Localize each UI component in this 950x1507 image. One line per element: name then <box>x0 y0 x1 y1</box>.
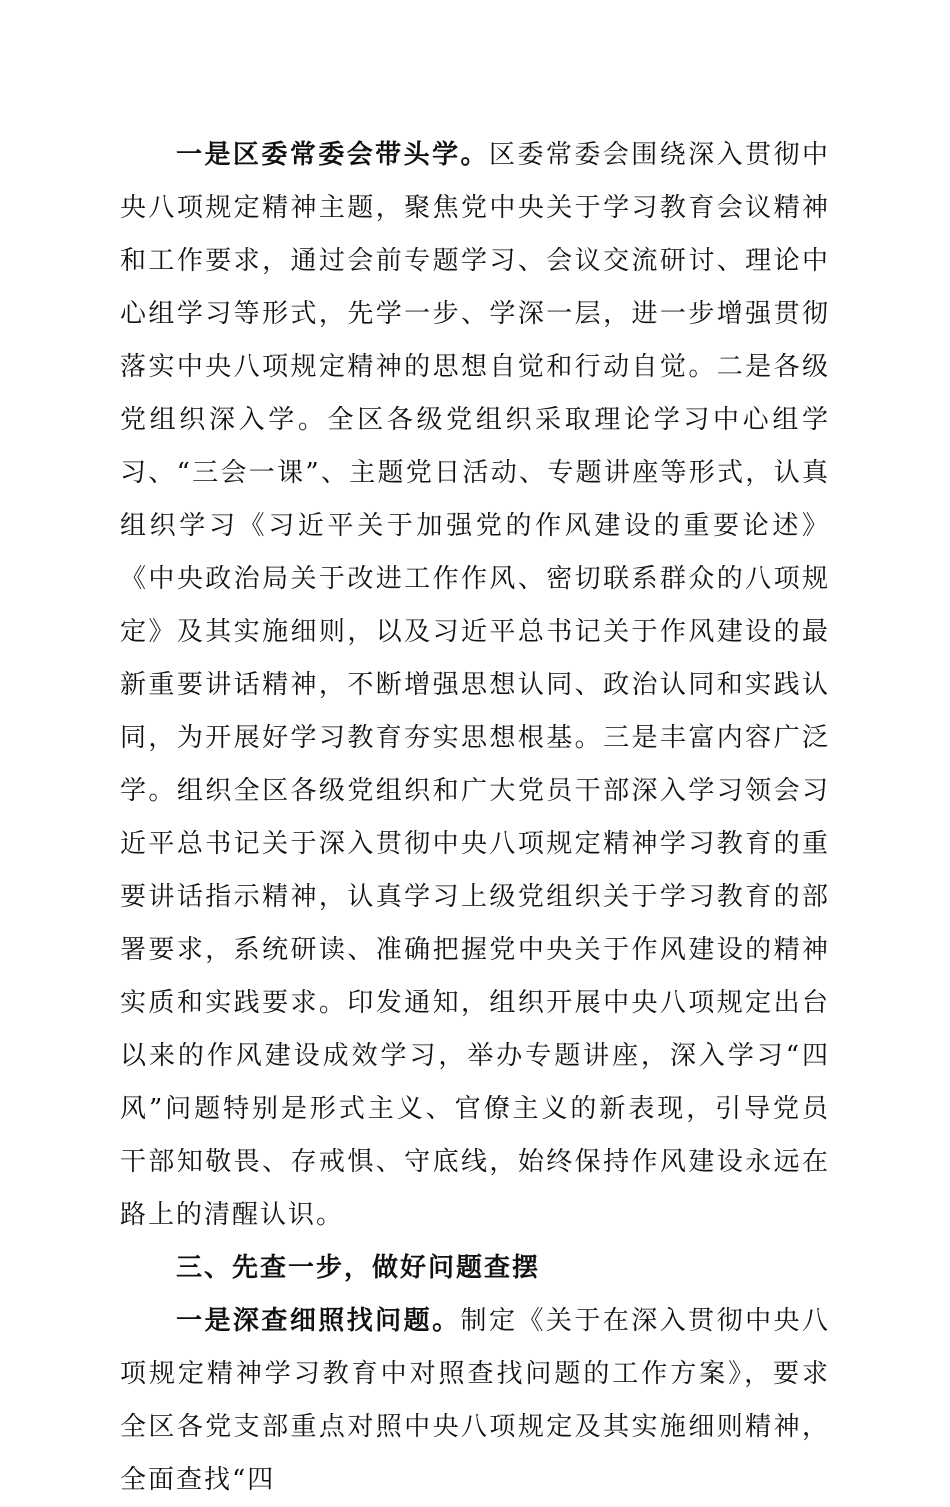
body-paragraph <box>120 1295 830 1507</box>
paragraph-text: 制定《关于在深入贯彻中央八项规定精神学习教育中对照查找问题的工作方案》，要求全区各党支部重点对照中央八项规定及其实施细则精神，全面查找“四 <box>120 1306 830 1495</box>
section-heading: 三、先查一步，做好问题查摆 <box>176 1253 541 1283</box>
body-paragraph <box>120 129 830 1242</box>
paragraph-lead: 一是区委常委会带头学。 <box>176 140 489 170</box>
paragraph-text: 区委常委会围绕深入贯彻中央八项规定精神主题，聚焦党中央关于学习教育会议精神和工作要求，通过会前专题学习、会议交流研讨、理论中心组学习等形式，先学一步、学深一层，进一步增强贯彻落实中央八项规定精神的思想自觉和行动自觉。二是各级党组织深入学。全区各级党组织采取理论学习中心组学习、“三会一课”、主题党日活动、专题讲座等形式，认真组织学习《习近平关于加强党的作风建设的重要论述》《中央政治局关于改进工作作风、密切联系群众的八项规定》及其实施细则，以及习近平总书记关于作风建设的最新重要讲话精神，不断增强思想认同、政治认同和实践认同，为开展好学习教育夯实思想根基。三是丰富内容广泛学。组织全区各级党组织和广大党员干部深入学习领会习近平总书记关于深入贯彻中央八项规定精神学习教育的重要讲话指示精神，认真学习上级党组织关于学习教育的部署要求，系统研读、准确把握党中央关于作风建设的精神实质和实践要求。印发通知，组织开展中央八项规定出台以来的作风建设成效学习，举办专题讲座，深入学习“四风”问题特别是形式主义、官僚主义的新表现，引导党员干部知敬畏、存戒惧、守底线，始终保持作风建设永远在路上的清醒认识。 <box>120 140 830 1230</box>
document-body <box>120 129 830 1507</box>
paragraph-lead: 一是深查细照找问题。 <box>176 1306 461 1336</box>
